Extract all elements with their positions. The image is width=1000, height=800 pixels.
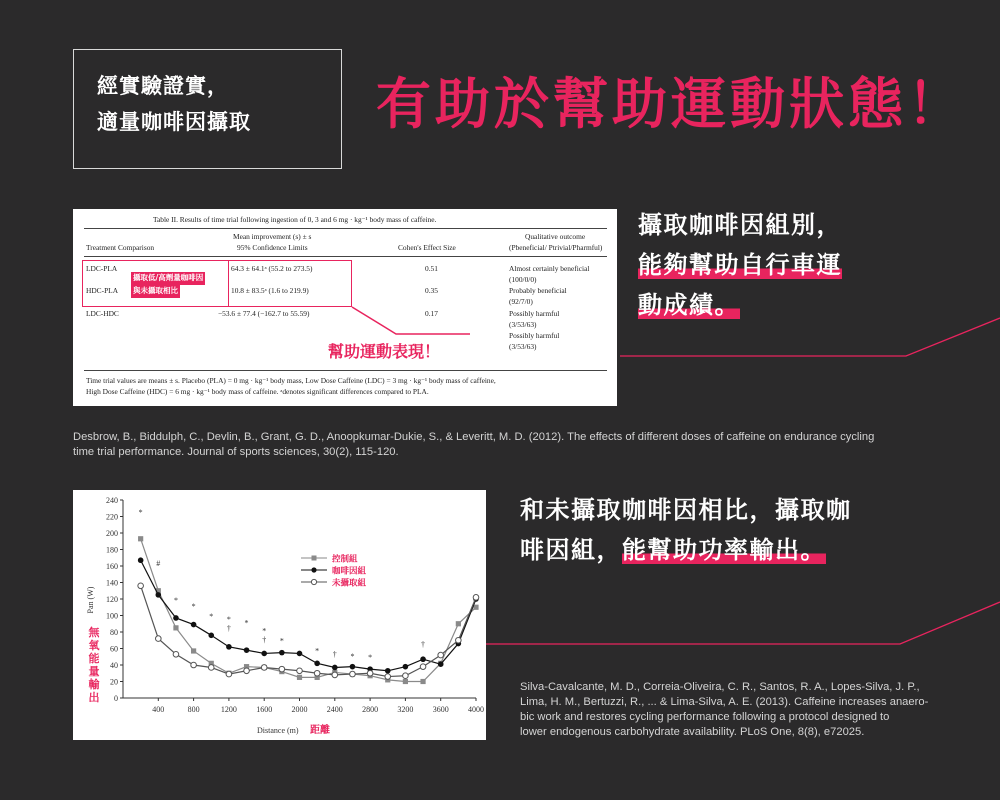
row-3-cohen: 0.17 [425,309,438,318]
series-2-point [226,644,232,650]
col-qual-line1: Qualitative outcome [525,232,586,241]
significance-mark: † [262,635,267,645]
series-3-point [261,665,267,671]
x-tick-label: 4000 [468,705,484,714]
series-1-point [173,625,178,630]
table-callout: 幫助運動表現！ [328,342,441,361]
series-2-point [156,592,162,598]
series-2-point [420,656,426,662]
x-tick-label: 3200 [397,705,414,714]
y-tick-label: 240 [106,496,118,505]
series-3-point [367,670,373,676]
series-3-point [297,668,303,674]
series-3-point [156,636,162,642]
connector-line-2 [486,602,1000,644]
citation-1-line1: Desbrow, B., Biddulph, C., Devlin, B., Grant, G. D., Anoopkumar-Dukie, S., & Leveritt, M. D. (2012). The effects of different doses of caffeine on endurance cycling [73,431,875,443]
series-3-point [403,673,409,679]
legend-marker [311,567,316,572]
callout-pointer [352,307,470,334]
series-1-point [297,675,302,680]
y-axis-label: Pan (W) [86,586,95,614]
significance-mark: * [191,601,196,611]
row-3-qual: Possibly harmful [509,309,560,318]
row-3-mean: −53.6 ± 77.4 (−162.7 to 55.59) [218,309,310,318]
x-axis-label-zh: 距離 [310,725,330,736]
series-1-point [456,621,461,626]
significance-mark: # [156,559,161,568]
col-mean-line1: Mean improvement (s) ± s [233,232,312,241]
row-1-mean: 64.3 ± 64.1ᵃ (55.2 to 273.5) [231,264,313,273]
right-block-1 [638,205,842,325]
row-3-qual-2: Possibly harmful [509,331,560,340]
citation-2 [520,680,940,740]
y-tick-label: 220 [106,512,118,522]
series-2-point [208,633,214,639]
series-2-point [314,661,320,667]
legend-marker [312,556,317,561]
significance-mark: * [138,507,143,517]
series-2-point [438,661,444,667]
row-2-qual-counts: (92/7/0) [509,297,533,306]
right-block-1-line2: 能夠幫助自行車運 [638,251,842,279]
significance-mark: * [173,596,178,606]
y-tick-label: 80 [110,628,118,637]
col-treatment: Treatment Comparison [86,243,155,252]
table-footnote-line2: High Dose Caffeine (HDC) = 6 mg · kg⁻¹ body mass of caffeine. ᵃdenotes significant differences compared to PLA. [86,387,429,396]
series-3-point [456,637,462,643]
significance-mark: * [226,615,231,625]
x-tick-label: 1200 [220,705,237,714]
series-3-point [279,666,285,672]
x-tick-label: 2800 [362,705,379,714]
x-tick-label: 3600 [432,705,449,714]
series-3-point [138,583,144,589]
series-3-point [350,671,356,677]
series-1-point [420,679,425,684]
power-chart-figure [73,490,486,740]
significance-mark: * [262,626,267,636]
series-3-point [226,671,232,677]
citation-1 [73,430,973,460]
row-3-qual-counts: (3/53/63) [509,320,537,329]
series-3-point [191,662,197,668]
series-2-point [138,557,144,563]
highlight-label-line2: 與未攝取相比 [131,285,180,298]
table-footnote-line1: Time trial values are means ± s. Placebo (PLA) = 0 mg · kg⁻¹ body mass, Low Dose Caffeine (LDC) = 3 mg · kg⁻¹ body mass of caffeine, [86,376,496,385]
series-2-point [279,650,285,656]
row-3-treatment: LDC-HDC [86,309,119,318]
row-1-treatment: LDC-PLA [86,264,118,273]
significance-mark: * [209,611,214,621]
x-tick-label: 2400 [326,705,343,714]
row-3-qual-2-counts: (3/53/63) [509,342,537,351]
legend-label: 控制組 [332,554,358,565]
y-tick-label: 120 [106,595,118,604]
series-2-point [173,615,179,621]
series-2-point [297,651,303,657]
legend-label: 未攝取組 [332,578,367,589]
series-2-point [403,664,409,670]
row-2-cohen: 0.35 [425,286,438,295]
citation-1-line2: time trial performance. Journal of sports sciences, 30(2), 115-120. [73,446,399,458]
series-1-point [138,536,143,541]
y-tick-label: 40 [110,661,118,670]
series-1-point [191,648,196,653]
series-3-point [208,665,214,671]
row-1-cohen: 0.51 [425,264,438,273]
header-box-line-2: 適量咖啡因攝取 [97,110,251,134]
series-line-2 [141,560,476,671]
x-tick-label: 400 [152,705,165,714]
y-tick-label: 100 [106,611,118,621]
headline: 有助於幫助運動狀態！ [376,72,967,136]
right-block-2-line1: 和未攝取咖啡因相比，攝取咖 [520,496,852,524]
col-cohen: Cohen's Effect Size [398,243,456,252]
series-3-point [314,670,320,676]
significance-mark: * [279,636,284,646]
series-3-point [332,672,338,678]
y-axis-label-zh: 無氧能量輸出 [88,626,100,704]
y-tick-label: 0 [114,694,118,703]
right-block-1-line1: 攝取咖啡因組別， [638,211,842,239]
series-1-point [403,679,408,684]
significance-mark: * [368,653,373,663]
row-2-qual: Probably beneficial [509,286,567,295]
series-2-point [332,665,338,671]
table-caption: Table II. Results of time trial following ingestion of 0, 3 and 6 mg · kg⁻¹ body mass of caffeine. [153,215,437,224]
series-2-point [350,664,356,670]
right-block-2 [520,490,852,570]
significance-mark: † [226,624,231,634]
citation-2-line3: bic work and restores cycling performance following a protocol designed to [520,711,890,723]
series-2-point [261,651,267,657]
series-2-point [385,668,391,674]
series-3-point [420,664,426,670]
series-3-point [244,668,250,674]
series-3-point [173,651,179,657]
series-3-point [473,595,479,601]
significance-mark: * [315,646,320,656]
right-block-1-line3: 動成績。 [638,291,740,319]
series-line-3 [141,586,476,677]
y-tick-label: 200 [106,529,118,538]
row-1-qual-counts: (100/0/0) [509,275,537,284]
legend-marker [311,579,316,584]
y-tick-label: 160 [106,562,118,571]
series-3-point [385,674,391,680]
col-mean-line2: 95% Confidence Limits [237,243,308,252]
y-tick-label: 20 [110,677,118,687]
citation-2-line4: lower endogenous carbohydrate availability. PLoS One, 8(8), e72025. [520,726,865,738]
x-axis-label: Distance (m) [257,726,299,735]
series-3-point [438,652,444,658]
power-chart [73,490,486,740]
row-1-qual: Almost certainly beneficial [509,264,590,273]
significance-mark: * [244,618,249,628]
series-1-point [473,605,478,610]
legend-label: 咖啡因組 [332,566,367,577]
x-tick-label: 2000 [291,705,308,714]
header-box-line-1: 經實驗證實， [97,74,229,98]
right-block-2-line2-highlight: 能幫助功率輸出。 [622,536,826,564]
row-2-mean: 10.8 ± 83.5ᵃ (1.6 to 219.9) [231,286,309,295]
citation-2-line2: Lima, H. M., Bertuzzi, R., ... & Lima-Silva, A. E. (2013). Caffeine increases anaero- [520,696,929,708]
citation-2-line1: Silva-Cavalcante, M. D., Correia-Oliveira, C. R., Santos, R. A., Lopes-Silva, J. P., [520,681,920,693]
series-2-point [191,622,197,628]
right-block-2-line2-plain: 啡因組， [520,536,622,564]
y-tick-label: 60 [110,644,118,654]
x-tick-label: 1600 [256,705,273,714]
y-tick-label: 140 [106,578,118,588]
y-tick-label: 180 [106,545,118,555]
significance-mark: † [421,639,426,649]
row-2-treatment: HDC-PLA [86,286,119,295]
x-tick-label: 800 [187,705,200,714]
significance-mark: † [332,649,337,659]
col-qual-line2: (Pbeneficial/ Ptrivial/Pharmful) [509,243,603,252]
significance-mark: * [350,652,355,662]
series-2-point [244,647,250,653]
highlight-label-line1: 攝取低/高劑量咖啡因 [131,272,205,285]
